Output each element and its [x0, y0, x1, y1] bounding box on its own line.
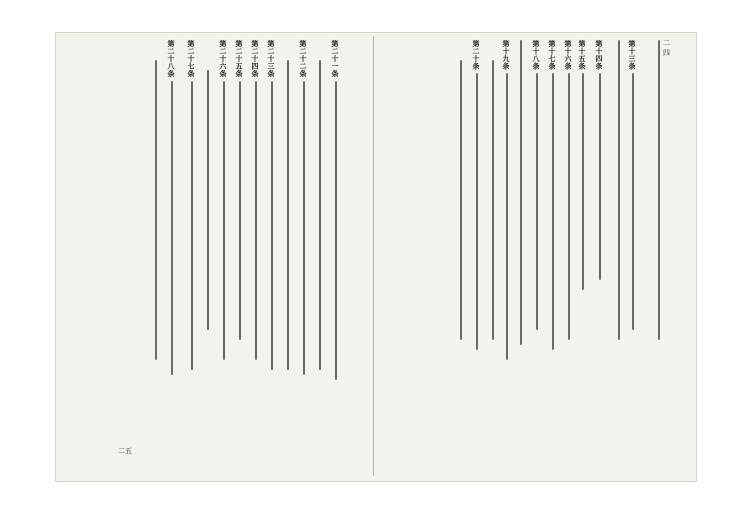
- article-number: 第二十五条: [235, 40, 244, 78]
- article-number: 第十四条: [595, 40, 604, 70]
- book-gutter: [373, 36, 374, 476]
- page-number: 二四: [663, 39, 670, 57]
- article-number: 第十七条: [548, 40, 557, 70]
- article-column: [267, 40, 276, 370]
- article-column: [532, 40, 541, 330]
- article-number: 第二十一条: [331, 40, 340, 78]
- article-column: [548, 40, 557, 350]
- article-column: [564, 40, 573, 340]
- article-number: 第二十二条: [299, 40, 308, 78]
- text-column: [151, 40, 160, 360]
- article-column: [187, 40, 196, 370]
- article-number: 第二十七条: [187, 40, 196, 78]
- article-column: [331, 40, 340, 380]
- article-number: 第十五条: [578, 40, 587, 70]
- article-number: 第十八条: [532, 40, 541, 70]
- article-number: 第二十四条: [251, 40, 260, 78]
- article-column: [219, 40, 228, 360]
- article-number: 第十三条: [628, 40, 637, 70]
- text-column: [283, 40, 292, 370]
- text-column: [488, 40, 497, 340]
- article-column: [299, 40, 308, 375]
- right-page: [390, 40, 672, 460]
- article-column: [235, 40, 244, 340]
- text-column: [456, 40, 465, 340]
- article-column: [578, 40, 587, 290]
- article-number: 第十九条: [502, 40, 511, 70]
- article-number: 第二十条: [472, 40, 481, 70]
- text-column: [614, 40, 623, 340]
- article-number: 第二十六条: [219, 40, 228, 78]
- page-number: 二五: [118, 447, 132, 455]
- text-column: [203, 40, 212, 330]
- text-column: [516, 40, 525, 345]
- article-column: [167, 40, 176, 375]
- article-column: [595, 40, 604, 280]
- article-column: [251, 40, 260, 360]
- article-number: 第十六条: [564, 40, 573, 70]
- article-column: [628, 40, 637, 330]
- text-column: [654, 40, 663, 340]
- article-column: [472, 40, 481, 350]
- text-column: [315, 40, 324, 370]
- article-number: 第二十八条: [167, 40, 176, 78]
- article-number: 第二十三条: [267, 40, 276, 78]
- article-column: [502, 40, 511, 360]
- left-page: [95, 40, 357, 460]
